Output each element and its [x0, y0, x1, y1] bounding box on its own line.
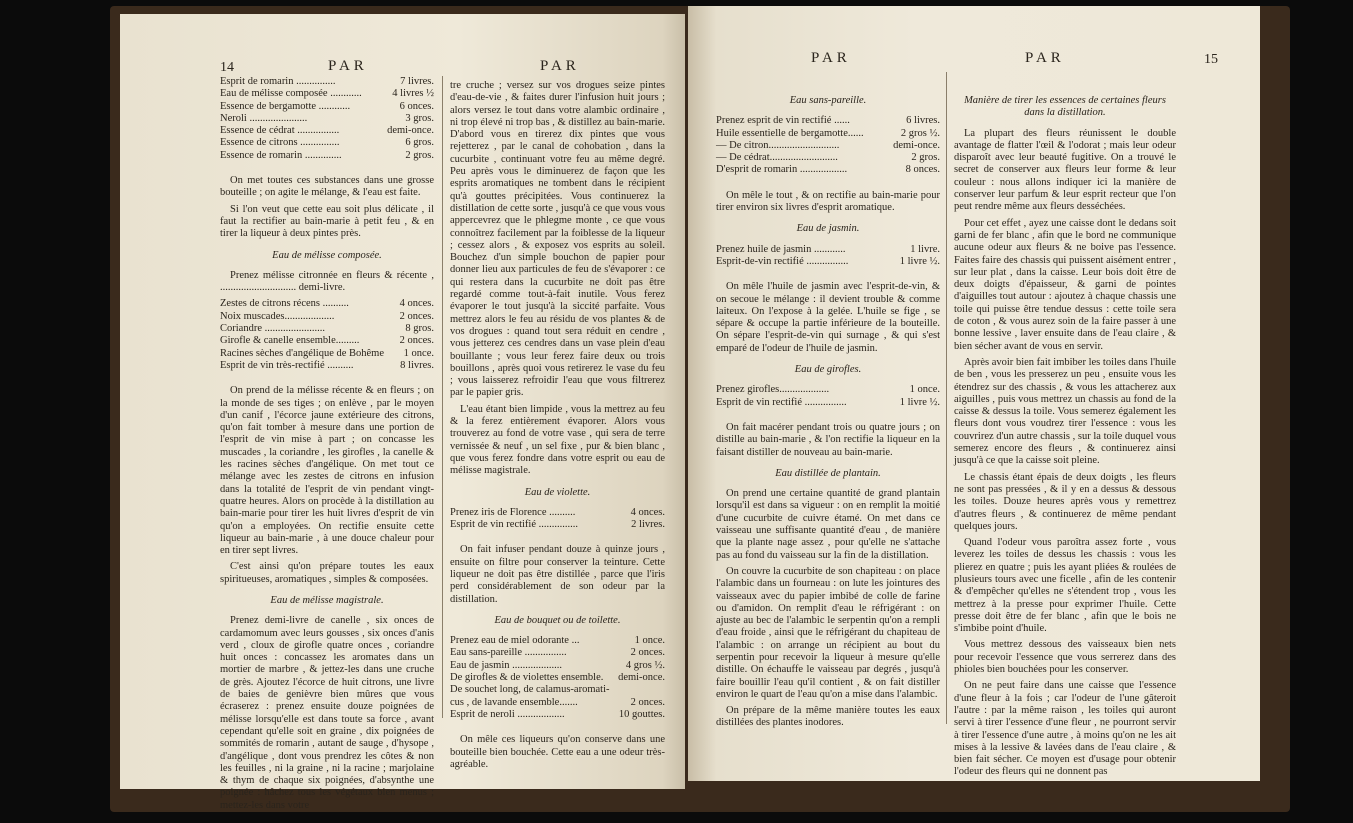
paragraph: On prend de la mélisse récente & en fleurs ; on la monde de ses tiges ; on enlève , par le moyen d'un canif , l'écorce jaune extérieure des citrons, qu'on fait tomber à mesure dans une portion de l'esprit de vin mise à part ; on concasse les muscades , la coriandre , les girofles , la canelle & les racines sèches d'angélique. On met tout ce mélange avec les zestes de citrons en infusion dans la totalité de l'esprit de vin pendant vingt-quatre heures. Alors on procède à la distillation au bain-marie pour tirer les huit livres d'esprit de vin qu'on a employées. On rectifie ensuite cette liqueur au bain-marie , à une douce chaleur pour en tirer sept livres.	[220, 385, 434, 557]
recipe-line	[450, 519, 665, 531]
ingredient: Racines sèches d'angélique de Bohême	[220, 347, 385, 359]
quantity: 2 onces.	[630, 696, 665, 708]
recipe-line	[220, 88, 434, 100]
quantity: 10 gouttes.	[618, 708, 665, 720]
paragraph: On couvre la cucurbite de son chapiteau : on place l'alambic dans un fourneau : on lute les jointures des vaisseaux avec du papier imbibé de colle de farine ou d'amidon. On remplit d'eau le réfrigérant : on ajuste au bec de l'alambic le serpentin qu'on a rempli d'eau froide , ainsi que le réfrigérant du chapiteau de l'alambic : on arrange un récipient au bout du serpentin pour recevoir la liqueur à mesure qu'elle distille. On échauffe le vaisseau par degrés , jusqu'à faire bouillir l'eau qu'il contient , & on fait distiller environ le quart de l'eau qu'on a mise dans l'alambic.	[716, 565, 940, 700]
ingredient: Esprit de neroli ..................	[450, 708, 565, 720]
ingredient: Coriandre .......................	[220, 323, 325, 335]
recipe-line	[450, 672, 665, 684]
quantity: 6 livres.	[906, 115, 940, 127]
recipe-line	[716, 164, 940, 176]
quantity: 4 onces.	[630, 506, 665, 518]
recipe-line	[450, 709, 665, 721]
ingredient: Essence de citrons ...............	[220, 137, 340, 149]
recipe-line	[220, 348, 434, 360]
quantity: 3 gros.	[405, 112, 434, 124]
section-heading: Manière de tirer les essences de certaines fleurs dans la distillation.	[964, 95, 1166, 119]
ingredient: Esprit de vin rectifié ................	[716, 396, 847, 408]
ingredient: De girofles & de violettes ensemble.	[450, 672, 604, 684]
ingredient: Esprit de vin rectifié ...............	[450, 519, 579, 531]
section-heading: Eau de girofles.	[794, 364, 862, 376]
recipe-line	[450, 660, 665, 672]
recipe-line	[716, 384, 940, 396]
quantity: 7 livres.	[400, 76, 434, 87]
ingredient: Prenez esprit de vin rectifié ......	[716, 115, 850, 127]
ingredient: — De citron...........................	[716, 139, 840, 151]
quantity: 2 gros ½.	[900, 127, 940, 139]
recipe-line	[220, 113, 434, 125]
section-heading: Eau de mélisse composée.	[272, 249, 382, 261]
recipe-line	[220, 150, 434, 162]
recipe-line	[450, 635, 665, 647]
ingredient: Prenez eau de miel odorante ...	[450, 635, 580, 647]
ingredient: Prenez girofles...................	[716, 384, 830, 396]
paragraph: On mêle ces liqueurs qu'on conserve dans une bouteille bien bouchée. Cette eau a une odeur très-agréable.	[450, 734, 665, 770]
spacer	[716, 177, 940, 186]
ingredient: Neroli ......................	[220, 112, 308, 124]
page-number: 14	[220, 60, 234, 75]
recipe-line	[220, 125, 434, 137]
paragraph: C'est ainsi qu'on prépare toutes les eaux spiritueuses, aromatiques , simples & composées.	[220, 561, 434, 585]
recipe-line	[716, 140, 940, 152]
recipe-line	[220, 137, 434, 149]
quantity: 1 livre ½.	[899, 396, 940, 408]
paragraph: Quand l'odeur vous paroîtra assez forte , vous leverez les toiles de dessus les chassis : vous les plierez en quatre ; puis les ayant pliées & roulées de plusieurs tours avec une ficelle , afin de les contenir & d'empêcher qu'elles ne s'étendent trop , vous les mettrez à la presse pour exprimer l'huile. Cette presse doit être de fer blanc , afin que le bois ne s'imbibe point d'huile.	[954, 537, 1176, 635]
recipe-line	[716, 244, 940, 256]
section-heading: Eau sans-pareille.	[789, 95, 867, 106]
text-column-2	[450, 76, 665, 775]
paragraph: Vous mettrez dessous des vaisseaux bien nets pour recevoir l'essence que vous serrerez dans des phioles bien bouchées pour les conserver.	[954, 639, 1176, 676]
recipe-line	[220, 76, 434, 88]
section-heading: Eau de mélisse magistrale.	[270, 594, 384, 606]
ingredient: — De cédrat..........................	[716, 152, 838, 164]
quantity: 8 gros.	[405, 323, 434, 335]
quantity: 2 onces.	[630, 647, 665, 659]
recipe-line	[450, 684, 665, 696]
paragraph: Si l'on veut que cette eau soit plus délicate , il faut la rectifier au bain-marie à petit feu , & en tirer la liqueur à deux pintes près.	[220, 203, 434, 240]
quantity: 8 livres.	[400, 359, 434, 371]
spacer	[220, 372, 434, 381]
recipe-line	[716, 256, 940, 268]
paragraph: On mêle le tout , & on rectifie au bain-marie pour tirer environ six livres d'esprit aromatique.	[716, 189, 940, 214]
recipe-line	[220, 323, 434, 335]
ingredient: Prenez huile de jasmin ............	[716, 243, 846, 255]
paragraph: Le chassis étant épais de deux doigts , les fleurs ne sont pas pressées , & il y en a dessus & dessous les toiles. Douze heures après vous y remettrez d'autres fleurs , & continuerez de même pendant quelques jours.	[954, 471, 1176, 532]
ingredient: Eau de jasmin ...................	[450, 659, 562, 671]
paragraph: On fait macérer pendant trois ou quatre jours ; on distille au bain-marie , & l'on rectifie la liqueur en la faisant distiller de nouveau au bain-marie.	[716, 421, 940, 458]
paragraph: On ne peut faire dans une caisse que l'essence d'une fleur à la fois ; car l'odeur de l'une gâteroit l'autre : par la même raison , les toiles qui auront servi à tirer l'essence d'une fleur , ne pourront servir à tirer l'essence d'une autre , à moins qu'on ne les ait mises à la lessive & lavées dans de l'eau claire , & bien fait sécher. Ce moyen est d'usage pour obtenir l'odeur des fleurs qui ne donnent pas	[954, 680, 1176, 778]
recipe-line	[716, 397, 940, 409]
ingredient: Essence de cédrat ................	[220, 125, 340, 137]
section-heading: Eau distillée de plantain.	[775, 467, 881, 479]
paragraph: On met toutes ces substances dans une grosse bouteille ; on agite le mélange, & l'eau est faite.	[220, 175, 434, 199]
running-head: PAR	[811, 50, 851, 66]
quantity: 4 livres ½	[392, 88, 434, 100]
ingredient: Noix muscades...................	[220, 310, 335, 322]
quantity: 6 onces.	[399, 100, 434, 112]
section-heading: Eau de bouquet ou de toilette.	[494, 614, 621, 626]
ingredient: Zestes de citrons récens ..........	[220, 298, 349, 310]
ingredient: Esprit de vin très-rectifié ..........	[220, 359, 354, 371]
spacer	[716, 268, 940, 277]
ingredient: D'esprit de romarin ..................	[716, 164, 848, 176]
ingredient: Eau sans-pareille ................	[450, 647, 567, 659]
quantity: 2 livres.	[631, 519, 665, 531]
quantity: demi-once.	[893, 139, 940, 151]
ingredient: Eau de mélisse composée ............	[220, 88, 362, 100]
quantity: 2 onces.	[399, 335, 434, 347]
quantity: 1 livre.	[910, 243, 940, 255]
running-head: PAR	[328, 58, 368, 74]
quantity: 1 once.	[403, 347, 434, 359]
paragraph: On fait infuser pendant douze à quinze jours , ensuite on filtre pour conserver la teinture. Cette liqueur ne doit pas être distillée , parce que l'iris perd considérablement de son odeur par la distillation.	[450, 544, 665, 605]
running-head: PAR	[540, 58, 580, 74]
paragraph: La plupart des fleurs réunissent le double avantage de flatter l'œil & l'odorat ; mais leur odeur disparoît avec leur beauté fugitive. On a trouvé le secret de conserver aux fleurs leur forme & leur couleur : nous allons indiquer ici la manière de conserver leur parfum & leur esprit recteur que l'on peut rendre même aux fleurs desséchées.	[954, 127, 1176, 213]
quantity: 8 onces.	[905, 164, 940, 176]
ingredient: Esprit-de-vin rectifié ................	[716, 255, 849, 267]
right-page	[688, 6, 1260, 781]
spacer	[450, 531, 665, 540]
ingredient: Esprit de romarin ...............	[220, 76, 336, 87]
quantity: 2 gros.	[911, 152, 940, 164]
recipe-line	[450, 647, 665, 659]
recipe-line	[716, 152, 940, 164]
paragraph: Pour cet effet , ayez une caisse dont le dedans soit garni de fer blanc , afin que le bord ne communique aucune odeur aux fleurs & ne boive pas l'essence. Faites faire des chassis qui puissent aisément entrer , sur leur plat , dans la caisse. Leur bois doit être de deux doigts d'épaisseur, & garni de pointes d'aiguilles tout autour : ajoutez à chaque chassis une toile qui puisse être tendue dessus : cette toile sera de coton , & vous aurez soin de la faire passer à une bonne lessive , laver ensuite dans de l'eau claire , & bien sécher avant de vous en servir.	[954, 217, 1176, 352]
ingredient: De souchet long, de calamus-aromati-	[450, 684, 610, 696]
ingredient: Essence de romarin ..............	[220, 149, 342, 161]
paragraph: On prépare de la même manière toutes les eaux distillées des plantes inodores.	[716, 705, 940, 729]
column-rule	[946, 72, 947, 724]
ingredient: Girofle & canelle ensemble.........	[220, 335, 360, 347]
quantity: 2 onces.	[399, 310, 434, 322]
ingredient: Prenez iris de Florence ..........	[450, 506, 576, 518]
quantity: 2 gros.	[405, 149, 434, 161]
paragraph: On mêle l'huile de jasmin avec l'esprit-de-vin, & on secoue le mélange : il devient trouble & comme laiteux. On l'expose à la gelée. L'huile se fige , se sépare & occupe la partie inférieure de la bouteille. On sépare l'esprit-de-vin qui surnage , & qui s'est emparé de l'odeur de l'huile de jasmin.	[716, 281, 940, 354]
recipe-line	[220, 101, 434, 113]
recipe-line	[220, 360, 434, 372]
running-head: PAR	[1025, 50, 1065, 66]
left-page	[120, 14, 685, 811]
quantity: 1 once.	[634, 635, 665, 647]
recipe-line	[220, 311, 434, 323]
ingredient: cus , de lavande ensemble.......	[450, 696, 578, 708]
column-rule	[442, 76, 443, 718]
paragraph: Prenez demi-livre de canelle , six onces de cardamomum avec leurs gousses , six onces d'anis verd , cloux de girofle quatre onces , coriandre huit onces : concassez les aromates dans un mortier de marbre , & jettez-les dans une cruche de grès. Ajoutez l'écorce de huit citrons, une livre de baies de genièvre bien mûres que vous écraserez : prenez ensuite douze poignées de mélisse lorsqu'elle est dans toute sa force , avant cependant qu'elle soit en graine , dix poignées de sommités de romarin , autant de sauge , d'hysope , d'angélique , dont vous prendrez les côtes & non les feuilles , ni la graine , ni la racine ; marjolaine & thym de chaque six poignées, d'absynthe une poignée : hâchez tous les végétaux bien menus ; mettez-les dans votre	[220, 615, 434, 811]
quantity: 6 gros.	[405, 137, 434, 149]
quantity: 4 gros ½.	[625, 659, 665, 671]
quantity: demi-once.	[618, 672, 665, 684]
text-column-2	[954, 86, 1176, 783]
quantity: demi-once.	[387, 125, 434, 137]
text-column-1	[220, 76, 434, 816]
paragraph: Après avoir bien fait imbiber les toiles dans l'huile de ben , vous les presserez un peu , ensuite vous les étendrez sur des chassis , & vous les attacherez aux aiguilles , puis vous mettrez un chassis au fond de la caisse & dessus la toile. Vous semerez également les fleurs dont vous voudrez tirer l'essence : vous les couvrirez d'un autre chassis , sur la toile duquel vous semerez encore des fleurs , & continuerez ainsi jusqu'à ce que la caisse soit pleine.	[954, 356, 1176, 467]
quantity: 1 once.	[909, 384, 940, 396]
ingredient: Huile essentielle de bergamotte......	[716, 127, 864, 139]
spacer	[716, 409, 940, 418]
text-column-1	[716, 86, 940, 734]
recipe-line	[716, 128, 940, 140]
paragraph: Prenez mélisse citronnée en fleurs & récente , ............................. demi-livre.	[220, 269, 434, 294]
ingredient: Essence de bergamotte ............	[220, 100, 351, 112]
quantity: 4 onces.	[399, 298, 434, 310]
spacer	[450, 721, 665, 730]
recipe-line	[220, 335, 434, 347]
recipe-line	[716, 115, 940, 127]
quantity: 1 livre ½.	[899, 255, 940, 267]
page-number: 15	[1204, 52, 1218, 67]
recipe-line	[450, 507, 665, 519]
paragraph: L'eau étant bien limpide , vous la mettrez au feu & la ferez entièrement évaporer. Alors vous trouverez au fond de votre vase , qui sera de terre vernissée & neuf , un sel fixe , pur & bien blanc , que vous ferez fondre dans votre esprit ou eau de mélisse magistrale.	[450, 403, 665, 477]
paragraph: On prend une certaine quantité de grand plantain lorsqu'il est dans sa vigueur : on en remplit la moitié d'une cucurbite de cuivre étamé. On met dans ce vaisseau une suffisante quantité d'eau , de manière que la plante nage assez , pour qu'elle ne s'attache pas au fond du vaisseau sur la fin de la distillation.	[716, 488, 940, 561]
quantity	[661, 684, 665, 696]
spacer	[220, 162, 434, 171]
section-heading: Eau de violette.	[524, 486, 591, 498]
paragraph: tre cruche ; versez sur vos drogues seize pintes d'eau-de-vie , & faites durer l'infusion huit jours ; alors versez le tout dans votre alambic ordinaire , ni trop élevé ni trop bas , & distillez au bain-marie. D'abord vous en tirerez dix pintes que vous rejetterez , par le canal de cohobation , dans la cucurbite , continuant votre feu au même degré. Peu après vous le diminuerez de façon que les esprits aromatiques ne tombent dans le récipient qu'à gouttes précipitées. Vous continuerez la distillation de cette sorte , jusqu'à ce que vous vous appercevrez que le phlegme monte , ce que vous connoîtrez facilement par la foiblesse de la liqueur ; cessez alors , & exposez vos esprits au soleil. Bouchez d'un simple bouchon de papier pour donner lieu aux particules de feu de s'évaporer : ce qui restera dans la cucurbite ne doit pas être regardé comme tout-à-fait inutile. Vous ferez évaporer le tout jusqu'à la siccité parfaite. Vous mettrez alors le feu au résidu de vos plantes & de vos drogues : quand tout sera réduit en cendre , vous jetterez ces cendres dans un vase plein d'eau bouillante ; vous leur ferez faire deux ou trois bouillons , après quoi vous retirerez le vase du feu ; vous laisserez refroidir l'eau que vous filtrerez par le papier gris.	[450, 80, 665, 399]
recipe-line	[450, 697, 665, 709]
recipe-line	[220, 298, 434, 310]
section-heading: Eau de jasmin.	[796, 223, 860, 235]
